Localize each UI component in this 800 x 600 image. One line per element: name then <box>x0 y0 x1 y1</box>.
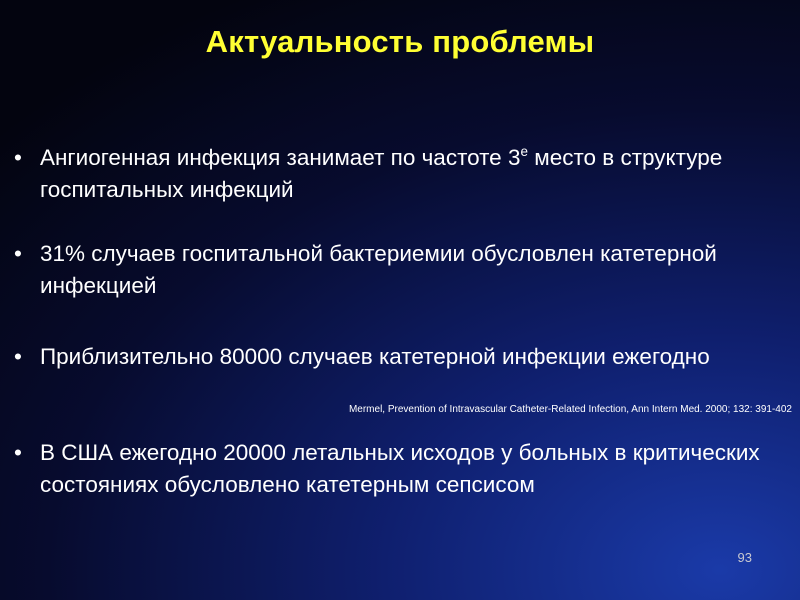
bullet-text: В США ежегодно 20000 летальных исходов у больных в критических состояниях обусловлено катетерным сепсисом <box>40 440 760 497</box>
bullet-dot: • <box>14 344 22 369</box>
bullet-text: 31% случаев госпитальной бактериемии обусловлен катетерной инфекцией <box>40 241 717 298</box>
bullet-dot: • <box>14 145 22 170</box>
ordinal-superscript: е <box>520 144 528 160</box>
bullet-text <box>40 142 784 206</box>
bullet-text-part: место в структуре госпитальных инфекций <box>40 145 723 202</box>
bullet-item <box>14 341 784 373</box>
bullet-dot: • <box>14 440 22 465</box>
bullet-dot: • <box>14 241 22 266</box>
bullet-item <box>14 437 784 501</box>
page-number: 93 <box>737 550 752 565</box>
bullet-item <box>14 142 784 206</box>
bullet-text: Приблизительно 80000 случаев катетерной инфекции ежегодно <box>40 344 710 369</box>
bullet-item <box>14 238 784 302</box>
slide-title: Актуальность проблемы <box>205 24 595 59</box>
bullet-text-part: Ангиогенная инфекция занимает по частоте 3 <box>40 145 521 170</box>
citation: Mermel, Prevention of Intravascular Catheter-Related Infection, Ann Intern Med. 2000; 132: 391-402 <box>348 404 792 415</box>
